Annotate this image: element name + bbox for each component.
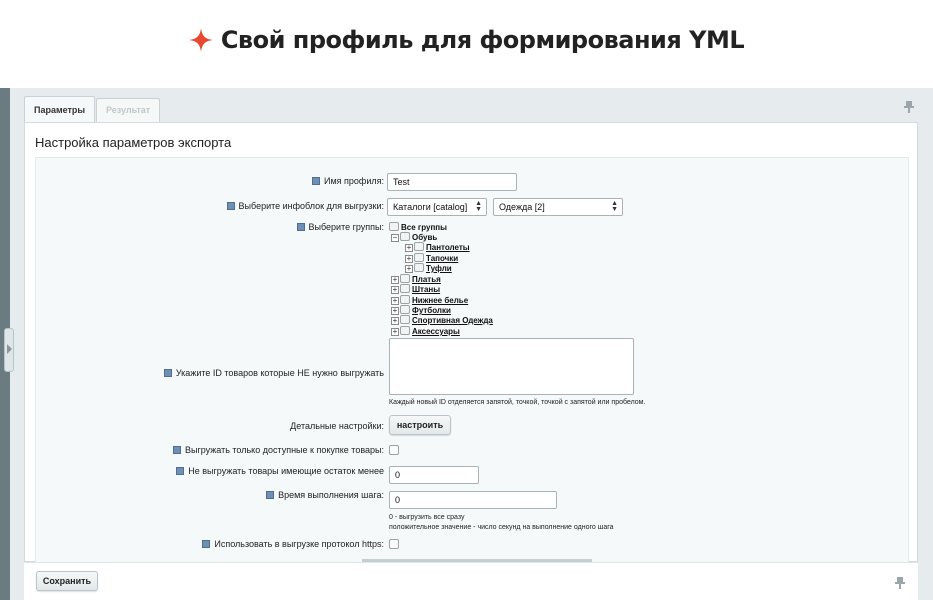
pin-icon[interactable]: [895, 577, 905, 589]
expand-icon: +: [392, 285, 398, 294]
select-arrows-icon: ▲ ▼: [611, 200, 618, 213]
available-only-checkbox[interactable]: [389, 445, 399, 455]
tree-item-sneakers[interactable]: + Тапочки: [406, 254, 459, 263]
expand-icon: +: [392, 275, 398, 284]
pin-icon[interactable]: [904, 101, 914, 113]
help-icon[interactable]: [176, 467, 184, 475]
tab-parameters[interactable]: Параметры: [24, 96, 95, 122]
admin-window: [0, 88, 933, 600]
checkbox[interactable]: [400, 326, 410, 335]
export-form: [35, 157, 909, 567]
checkbox[interactable]: [414, 263, 424, 272]
banner-title: Свой профиль для формирования YML: [220, 26, 745, 54]
expand-icon: +: [392, 306, 398, 315]
https-label: Использовать в выгрузке протокол https:: [202, 539, 384, 549]
exclude-ids-textarea[interactable]: [389, 338, 634, 395]
checkbox[interactable]: [400, 274, 410, 283]
tree-all-groups[interactable]: Все группы: [389, 222, 447, 233]
banner: [0, 0, 933, 88]
help-icon[interactable]: [164, 369, 172, 377]
tab-result[interactable]: Результат: [96, 98, 160, 122]
profile-name-label: Имя профиля:: [312, 176, 384, 186]
checkbox[interactable]: [400, 295, 410, 304]
step-time-hint-1: 0 - выгрузить все сразу: [389, 514, 465, 521]
infoblock-select[interactable]: Одежда [2] ▲ ▼: [493, 198, 623, 216]
help-icon[interactable]: [173, 446, 181, 454]
collapse-icon: −: [392, 233, 398, 242]
expand-icon: +: [392, 316, 398, 325]
expand-icon: +: [392, 327, 398, 336]
tree-item-pumps[interactable]: + Туфли: [406, 264, 452, 273]
help-icon[interactable]: [312, 177, 320, 185]
section-title: Настройка параметров экспорта: [35, 135, 232, 150]
save-button[interactable]: Сохранить: [36, 571, 98, 591]
checkbox[interactable]: [400, 315, 410, 324]
sidebar-toggle-handle[interactable]: [4, 328, 14, 372]
checkbox[interactable]: [400, 305, 410, 314]
settings-panel: [24, 122, 918, 562]
expand-icon: +: [406, 254, 412, 263]
groups-label: Выберите группы:: [297, 222, 385, 232]
step-time-hint-2: положительное значение - число секунд на выполнение одного шага: [389, 524, 614, 531]
checkbox[interactable]: [414, 242, 424, 251]
help-icon[interactable]: [227, 202, 235, 210]
expand-icon: +: [392, 296, 398, 305]
https-checkbox[interactable]: [389, 539, 399, 549]
infoblock-label: Выберите инфоблок для выгрузки:: [227, 201, 384, 211]
configure-button[interactable]: настроить: [389, 415, 451, 435]
chevron-right-icon: [7, 344, 12, 354]
footer-bar: [24, 562, 918, 600]
step-time-label: Время выполнения шага:: [266, 490, 384, 500]
tree-item-dresses[interactable]: + Платья: [392, 275, 441, 284]
tree-item-tshirts[interactable]: + Футболки: [392, 306, 451, 315]
expand-icon: +: [406, 264, 412, 273]
exclude-ids-hint: Каждый новый ID отделяется запятой, точкой, точкой с запятой или пробелом.: [389, 399, 646, 406]
profile-name-input[interactable]: Test: [387, 173, 517, 191]
tree-item-shoes[interactable]: − Обувь: [392, 233, 438, 242]
checkbox[interactable]: [389, 222, 399, 231]
available-only-label: Выгружать только доступные к покупке товары:: [173, 445, 384, 455]
exclude-ids-label: Укажите ID товаров которые НЕ нужно выгружать: [164, 368, 384, 378]
catalog-select[interactable]: Каталоги [catalog] ▲ ▼: [387, 198, 487, 216]
select-arrows-icon: ▲ ▼: [475, 200, 482, 213]
tree-item-sport[interactable]: + Спортивная Одежда: [392, 316, 493, 325]
help-icon[interactable]: [266, 491, 274, 499]
tree-item-slippers[interactable]: + Пантолеты: [406, 243, 470, 252]
min-stock-input[interactable]: 0: [389, 466, 479, 484]
checkbox[interactable]: [400, 284, 410, 293]
sparkle-icon: [189, 28, 213, 52]
checkbox[interactable]: [414, 253, 424, 262]
step-time-input[interactable]: 0: [389, 491, 557, 509]
detail-settings-label: Детальные настройки:: [290, 421, 384, 431]
tree-item-accessories[interactable]: + Аксессуары: [392, 327, 460, 336]
help-icon[interactable]: [297, 223, 305, 231]
min-stock-label: Не выгружать товары имеющие остаток менее: [176, 466, 384, 476]
tree-item-underwear[interactable]: + Нижнее белье: [392, 296, 469, 305]
expand-icon: +: [406, 243, 412, 252]
help-icon[interactable]: [202, 540, 210, 548]
checkbox[interactable]: [400, 232, 410, 241]
tree-item-pants[interactable]: + Штаны: [392, 285, 441, 294]
